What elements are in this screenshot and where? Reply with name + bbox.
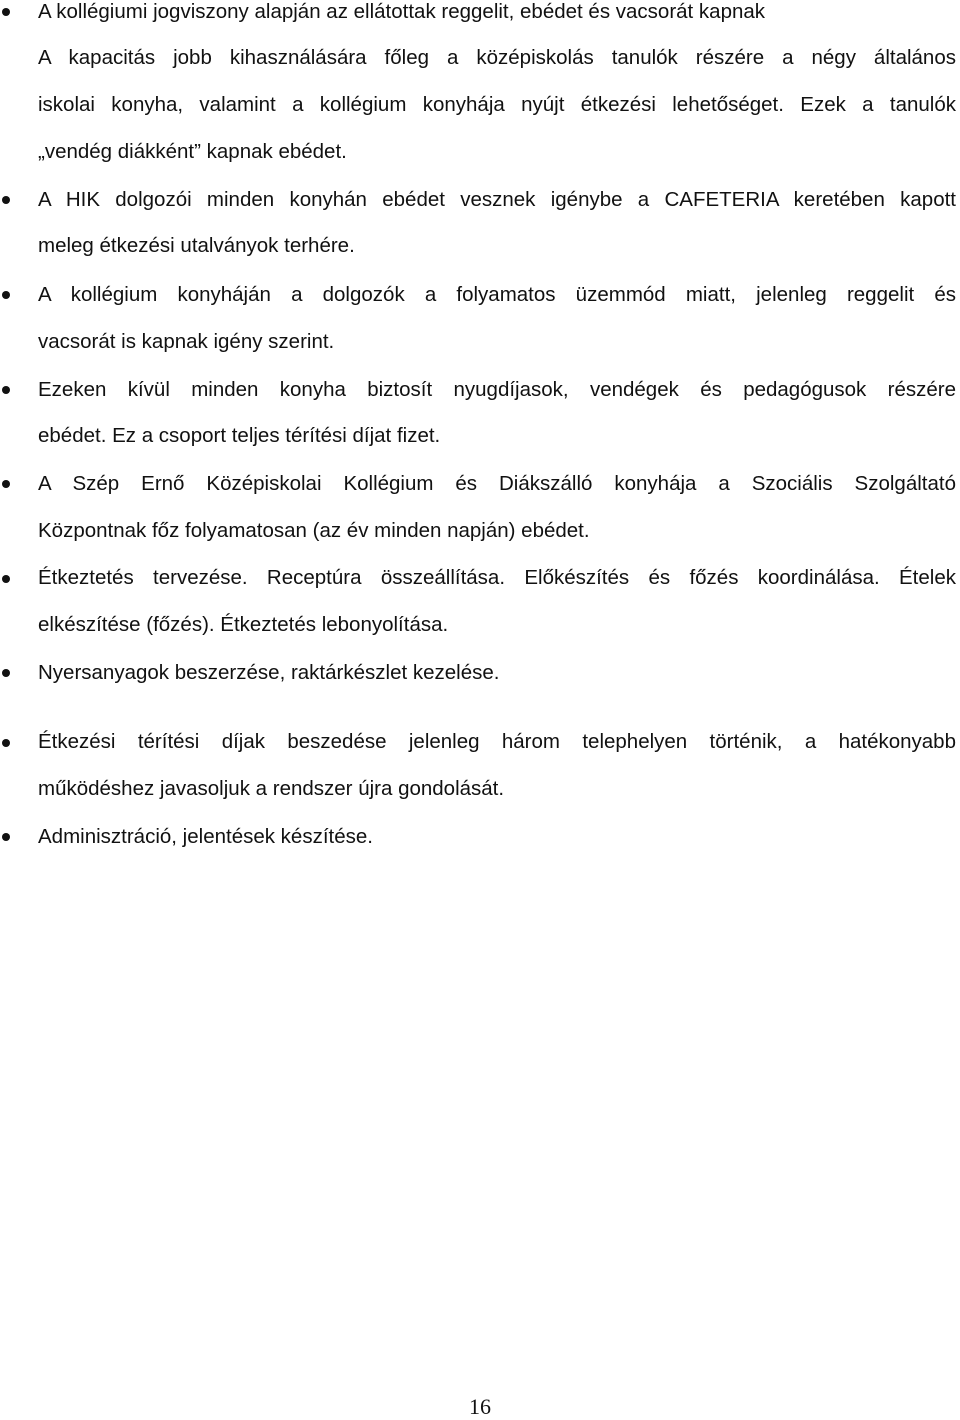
- text-line: működéshez javasoljuk a rendszer újra gondolását.: [38, 777, 505, 800]
- text-line: Nyersanyagok beszerzése, raktárkészlet kezelése.: [38, 661, 500, 684]
- text-line: Étkezési térítési díjak beszedése jelenleg három telephelyen történik, a hatékonyabb: [38, 730, 956, 753]
- text-line: A Szép Ernő Középiskolai Kollégium és Diákszálló konyhája a Szociális Szolgáltató: [38, 472, 956, 495]
- page-number: 16: [469, 1394, 491, 1419]
- text-line: A HIK dolgozói minden konyhán ebédet vesznek igénybe a CAFETERIA keretében kapott: [38, 188, 956, 211]
- text-line: A kollégium konyháján a dolgozók a folyamatos üzemmód miatt, jelenleg reggelit és: [38, 283, 956, 306]
- text-line: iskolai konyha, valamint a kollégium konyhája nyújt étkezési lehetőséget. Ezek a tanulók: [38, 93, 956, 116]
- text-line: A kollégiumi jogviszony alapján az ellátottak reggelit, ebédet és vacsorát kapnak: [38, 0, 766, 23]
- bullet-icon: [2, 291, 10, 299]
- bullet-icon: [2, 386, 10, 394]
- text-line: elkészítése (főzés). Étkeztetés lebonyolítása.: [38, 613, 449, 636]
- text-line: vacsorát is kapnak igény szerint.: [38, 330, 335, 353]
- text-line: ebédet. Ez a csoport teljes térítési díjat fizet.: [38, 424, 441, 447]
- bullet-icon: [2, 833, 10, 841]
- bullet-icon: [2, 669, 10, 677]
- text-line: meleg étkezési utalványok terhére.: [38, 234, 355, 257]
- text-line: A kapacitás jobb kihasználására főleg a középiskolás tanulók részére a négy általános: [38, 46, 956, 69]
- text-line: Étkeztetés tervezése. Receptúra összeállítása. Előkészítés és főzés koordinálása. Ételek: [38, 566, 956, 589]
- bullet-icon: [2, 8, 10, 16]
- bullet-icon: [2, 739, 10, 747]
- text-line: Központnak főz folyamatosan (az év minden napján) ebédet.: [38, 519, 590, 542]
- text-line: Adminisztráció, jelentések készítése.: [38, 825, 373, 848]
- bullet-icon: [2, 575, 10, 583]
- text-line: Ezeken kívül minden konyha biztosít nyugdíjasok, vendégek és pedagógusok részére: [38, 378, 956, 401]
- text-line: „vendég diákként” kapnak ebédet.: [38, 140, 347, 163]
- bullet-icon: [2, 196, 10, 204]
- bullet-icon: [2, 480, 10, 488]
